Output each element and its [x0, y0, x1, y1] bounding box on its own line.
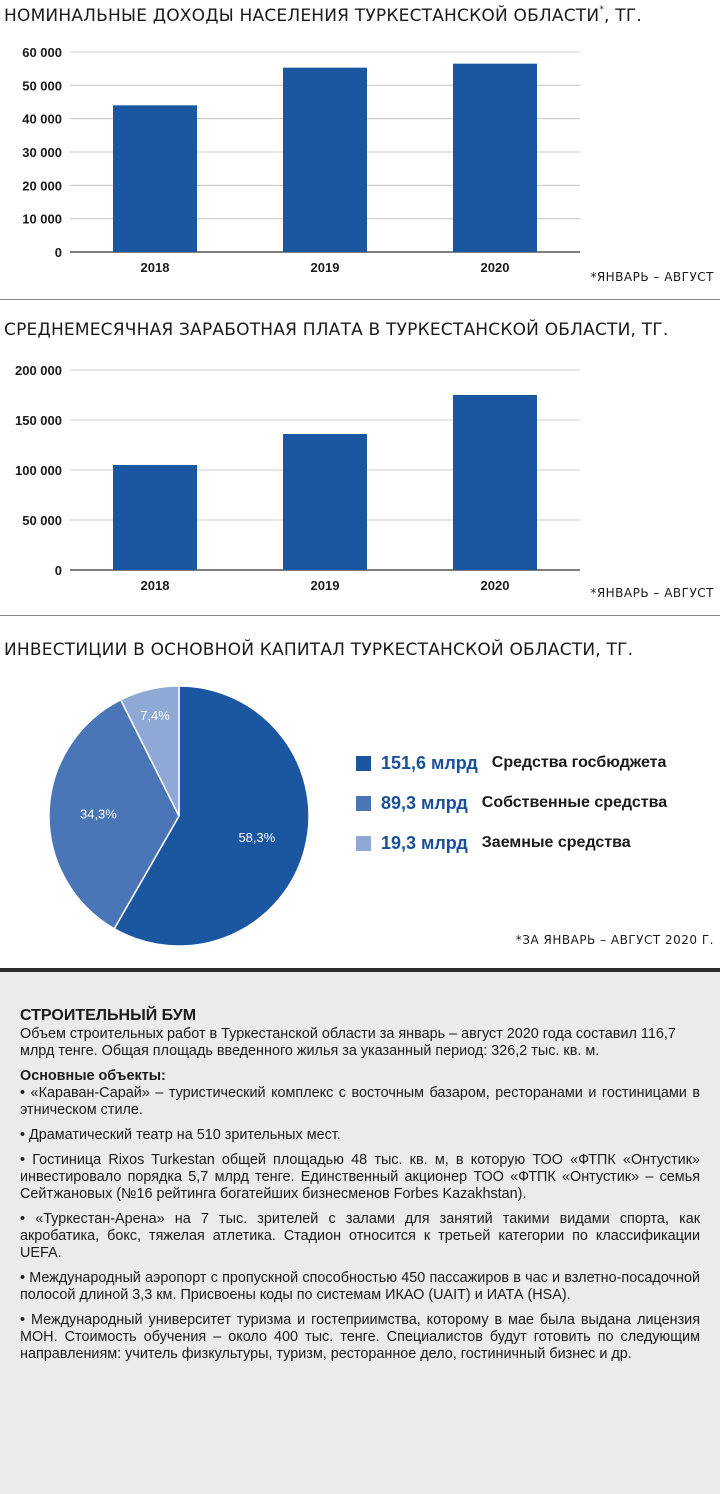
info-box-subtitle: Основные объекты: — [20, 1068, 166, 1084]
chart2-ytick-label: 200 000 — [15, 363, 62, 378]
chart1-bar-2019 — [283, 68, 367, 252]
legend-label-budget: Средства госбюджета — [491, 754, 667, 771]
chart3-pie-chart — [40, 675, 330, 960]
chart1-ytick-label: 40 000 — [22, 111, 62, 127]
chart2-bar-2020 — [453, 395, 537, 570]
info-box-bullet: • Международный аэропорт с пропускной способностью 450 пассажиров в час и взлетно-посадочной полосой длиной 3,3 км. Присвоены коды по системам ИКАО (UAIT) и ИАТА (HSA). — [20, 1270, 700, 1303]
legend-swatch-own — [356, 796, 371, 811]
chart1-ytick-label: 60 000 — [22, 45, 62, 60]
chart3-slice-label: 58,3% — [238, 829, 276, 845]
legend-item-borrowed — [356, 831, 631, 855]
legend-swatch-borrowed — [356, 836, 371, 851]
legend-label-borrowed: Заемные средства — [481, 834, 631, 851]
chart2-xtick-label: 2019 — [310, 578, 340, 593]
legend-amount-own: 89,3 млрд — [381, 792, 468, 813]
legend-swatch-budget — [356, 756, 371, 771]
chart2-bar-2018 — [113, 465, 197, 570]
chart1-title — [4, 6, 642, 26]
chart2-note: *ЯНВАРЬ – АВГУСТ — [590, 586, 714, 600]
chart2-ytick-label: 50 000 — [22, 513, 62, 528]
chart1-bar-2020 — [453, 64, 537, 252]
chart2-ytick-label: 0 — [54, 563, 62, 578]
chart3-slice-label: 34,3% — [79, 806, 117, 822]
info-box-bullet: • Драматический театр на 510 зрительных мест. — [20, 1127, 341, 1143]
legend-amount-budget: 151,6 млрд — [381, 752, 478, 773]
chart2-ytick-label: 150 000 — [15, 413, 62, 428]
chart1-note: *ЯНВАРЬ – АВГУСТ — [590, 270, 714, 284]
construction-info-box — [0, 968, 720, 1494]
info-box-bullet: • «Караван-Сарай» – туристический комплекс с восточным базаром, ресторанами и гостиницами в этническом стиле. — [20, 1085, 700, 1118]
chart1-xtick-label: 2019 — [310, 260, 340, 275]
info-box-bullet: • Гостиница Rixos Turkestan общей площадью 48 тыс. кв. м, в которую ТОО «ФТПК «Онтустик» инвестировало порядка 5,7 млрд тенге. Единственный акционер ТОО «ФТПК «Онтустик» – семья Сейтжановых (№16 рейтинга богатейших бизнесменов Forbes Kazakhstan). — [20, 1152, 700, 1202]
chart2-bar-2019 — [283, 434, 367, 570]
legend-item-budget — [356, 751, 666, 775]
info-box-bullet: • «Туркестан-Арена» на 7 тыс. зрителей с залами для занятий такими видами спорта, как акробатика, бокс, тяжелая атлетика. Стадион относится к третьей категории по классификации UEFA. — [20, 1211, 700, 1261]
legend-label-own: Собственные средства — [481, 794, 668, 811]
chart1-ytick-label: 50 000 — [22, 78, 62, 94]
chart2-xtick-label: 2020 — [480, 578, 510, 593]
chart3-note: *ЗА ЯНВАРЬ – АВГУСТ 2020 Г. — [515, 933, 714, 947]
chart2-xtick-label: 2018 — [140, 578, 170, 593]
chart2-ytick-label: 100 000 — [15, 463, 62, 478]
chart2-title: СРЕДНЕМЕСЯЧНАЯ ЗАРАБОТНАЯ ПЛАТА В ТУРКЕСТАНСКОЙ ОБЛАСТИ, ТГ. — [4, 320, 669, 340]
chart3-slice-label: 7,4% — [140, 707, 170, 723]
divider-1 — [0, 299, 720, 300]
chart1-xtick-label: 2018 — [140, 260, 170, 275]
info-box-title: СТРОИТЕЛЬНЫЙ БУМ — [20, 1007, 197, 1024]
chart1-ytick-label: 0 — [54, 245, 62, 260]
chart1-xtick-label: 2020 — [480, 260, 510, 275]
chart1-ytick-label: 20 000 — [22, 178, 62, 194]
chart1-title-suffix: , ТГ. — [604, 6, 642, 26]
chart1-ytick-label: 30 000 — [22, 145, 62, 160]
chart1-title-text: НОМИНАЛЬНЫЕ ДОХОДЫ НАСЕЛЕНИЯ ТУРКЕСТАНСКОЙ ОБЛАСТИ — [4, 6, 600, 26]
info-box-intro: Объем строительных работ в Туркестанской области за январь – август 2020 года составил 116,7 млрд тенге. Общая площадь введенного жилья за указанный период: 326,2 тыс. кв. м. — [20, 1026, 676, 1059]
legend-item-own — [356, 791, 667, 815]
chart1-bar-2018 — [113, 105, 197, 252]
chart1-ytick-label: 10 000 — [22, 211, 62, 227]
chart2-bar-chart — [0, 356, 720, 596]
chart1-bar-chart — [0, 38, 720, 278]
chart1-title-marker: * — [599, 5, 605, 15]
chart3-title: ИНВЕСТИЦИИ В ОСНОВНОЙ КАПИТАЛ ТУРКЕСТАНСКОЙ ОБЛАСТИ, ТГ. — [4, 640, 634, 660]
info-box-content — [20, 978, 700, 1371]
divider-2 — [0, 615, 720, 616]
legend-amount-borrowed: 19,3 млрд — [381, 832, 468, 853]
info-box-bullet: • Международный университет туризма и гостеприимства, которому в мае была выдана лицензия МОН. Стоимость обучения – около 400 тыс. тенге. Специалистов будут готовить по следующим направлениям: учитель физкультуры, туризм, ресторанное дело, гостиничный бизнес и др. — [20, 1312, 700, 1362]
